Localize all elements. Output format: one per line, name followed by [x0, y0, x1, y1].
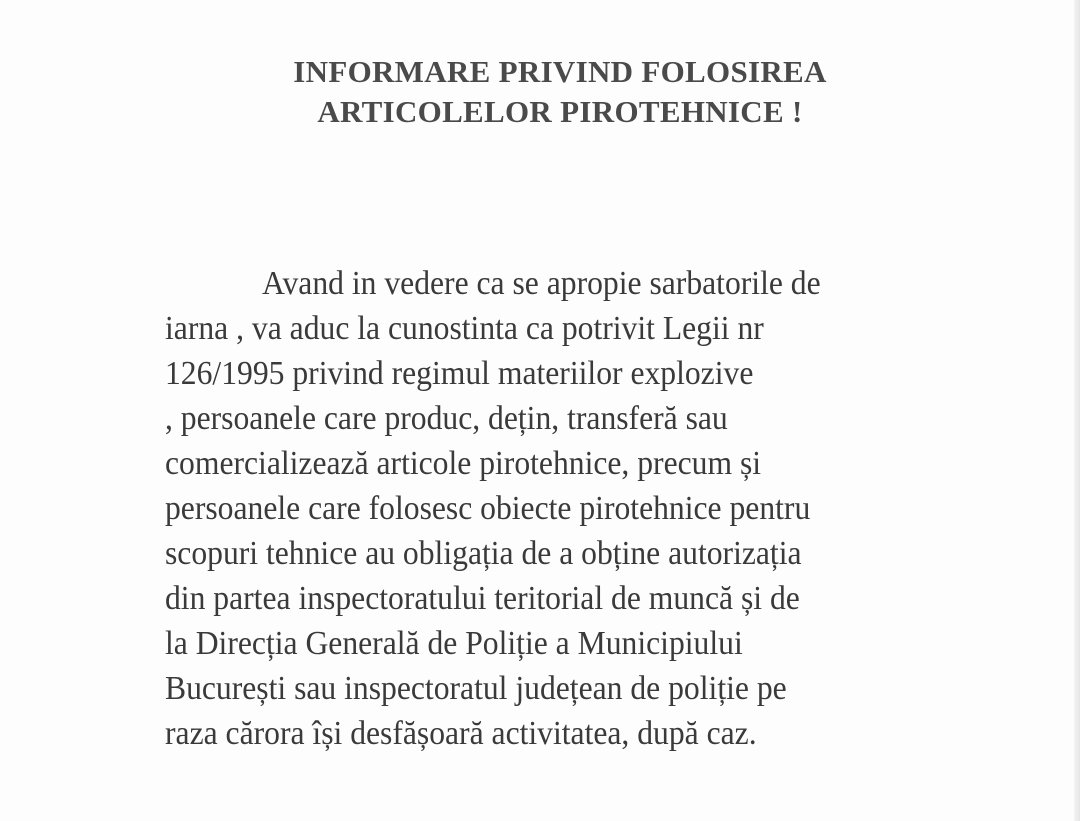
body-line: Avand in vedere ca se apropie sarbatorile de — [262, 265, 821, 302]
body-line: scopuri tehnice au obligația de a obține autorizația — [165, 535, 802, 572]
body-line: iarna , va aduc la cunostinta ca potrivit Legii nr — [165, 310, 764, 347]
body-line: București sau inspectoratul județean de poliție pe — [165, 670, 787, 707]
body-line: comercializează articole pirotehnice, precum și — [165, 445, 762, 482]
scan-page-edge — [1074, 0, 1080, 821]
document-title-line-2: ARTICOLELOR PIROTEHNICE ! — [317, 94, 803, 129]
document-title-line-1: INFORMARE PRIVIND FOLOSIREA — [293, 54, 827, 89]
body-line: raza cărora își desfășoară activitatea, după caz. — [165, 715, 757, 752]
body-line: din partea inspectoratului teritorial de muncă și de — [165, 580, 800, 617]
body-line: 126/1995 privind regimul materiilor explozive — [165, 355, 754, 392]
body-line: , persoanele care produc, dețin, transferă sau — [165, 400, 728, 437]
body-line: la Direcția Generală de Poliție a Municipiului — [165, 625, 743, 662]
body-line: persoanele care folosesc obiecte pirotehnice pentru — [165, 490, 811, 527]
